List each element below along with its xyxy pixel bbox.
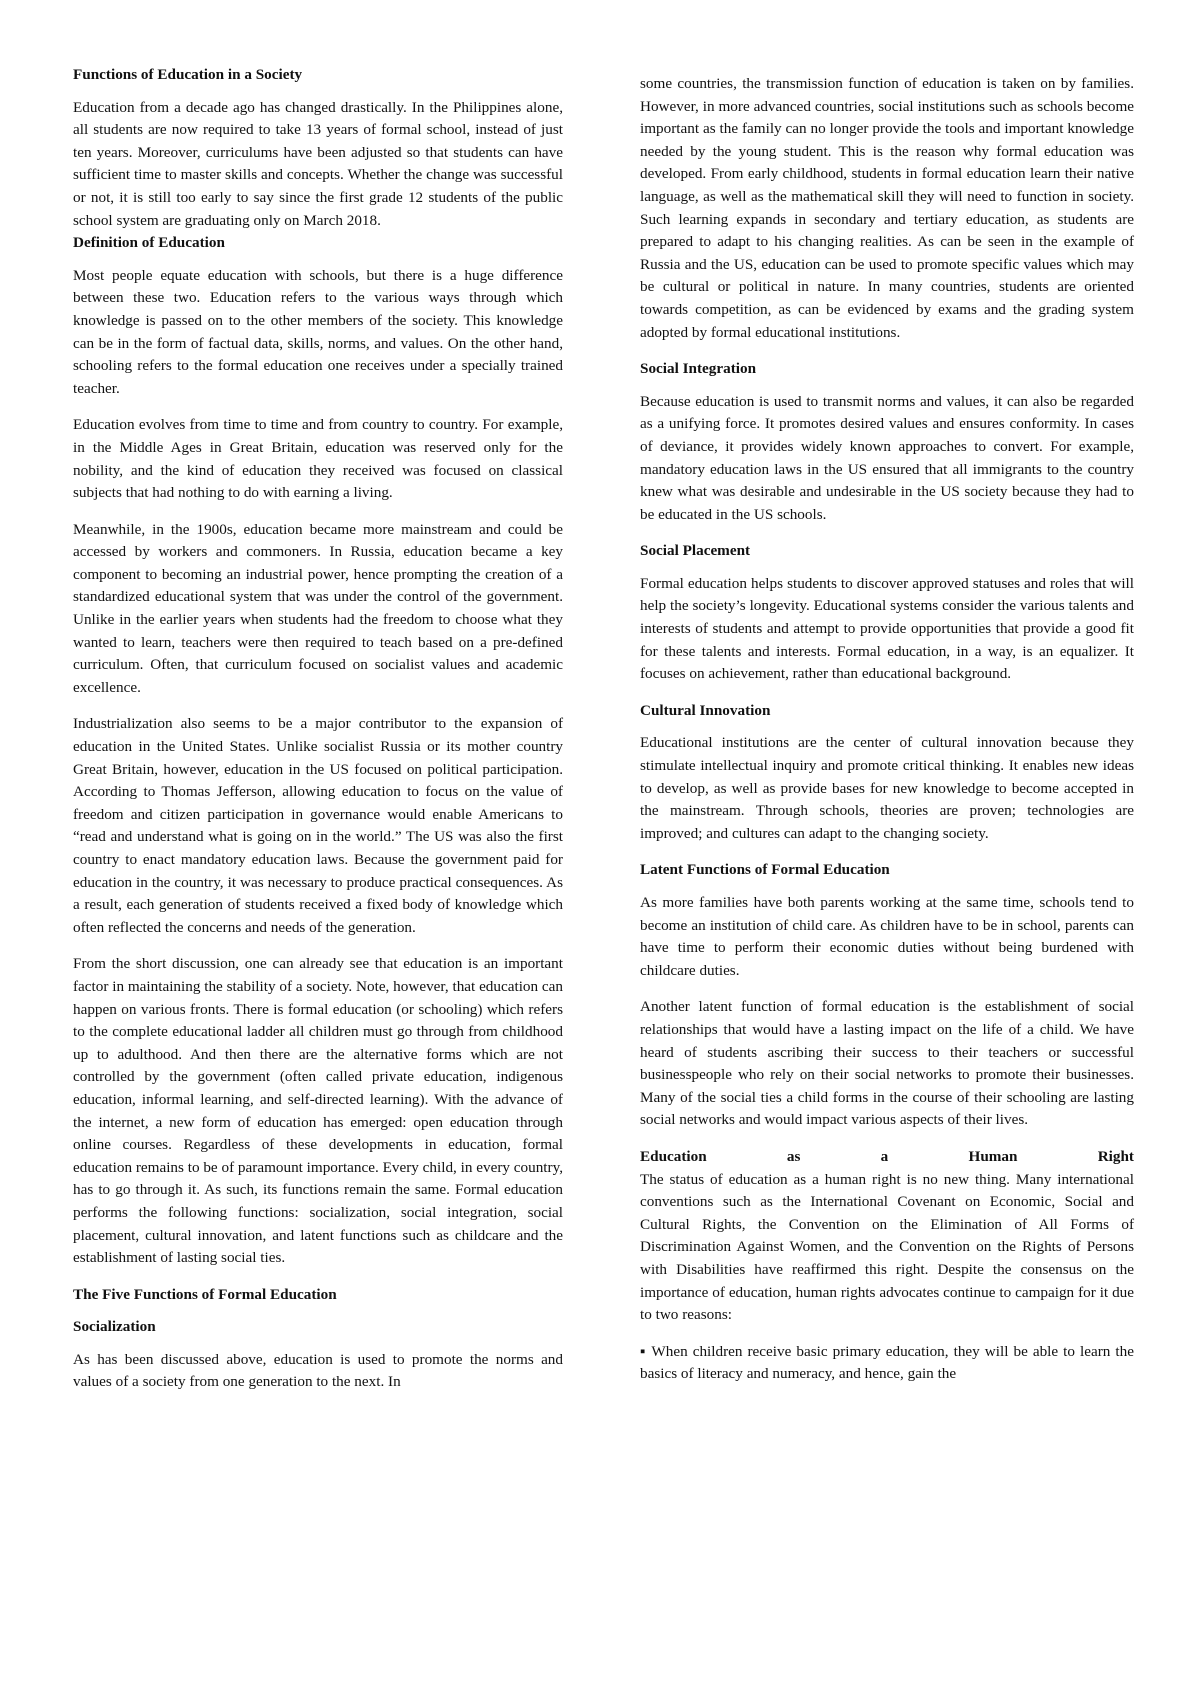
human-right-heading-word: Education xyxy=(640,1147,707,1165)
us-paragraph: Industrialization also seems to be a major contributor to the expansion of education in the United States. Unlike socialist Russia or its mother country Great Britain, however, education in the US focused on political participation. According to Thomas Jefferson, allowing education to focus on the value of freedom and citizen participation in governance would enable Americans to “read and understand what is going on in the world.” The US was also the first country to enact mandatory education laws. Because the government paid for education in the country, it was necessary to produce practical consequences. As a result, each generation of students received a fixed body of knowledge which often reflected the concerns and needs of the generation. xyxy=(73,715,563,936)
socialization-heading: Socialization xyxy=(73,1318,156,1336)
social-integration-paragraph: Because education is used to transmit norms and values, it can also be regarded as a unifying force. It promotes desired values and ensures conformity. In cases of deviance, it provides widely known approaches to convert. For example, mandatory education laws in the US ensured that all immigrants to the country knew what was desirable and undesirable in the US society because they had to be educated in the US schools. xyxy=(640,392,1134,523)
social-placement-heading: Social Placement xyxy=(640,542,751,560)
evolution-paragraph: Education evolves from time to time and from country to country. For example, in the Middle Ages in Great Britain, education was reserved only for the nobility, and the kind of education they received was focused on classical subjects that had nothing to do with earning a living. xyxy=(73,416,563,502)
human-right-heading-word: as xyxy=(786,1147,801,1165)
cultural-innovation-paragraph: Educational institutions are the center of cultural innovation because they stimulate intellectual inquiry and promote critical thinking. It enables new ideas to develop, as well as provide bases for new knowledge to become accepted in the mainstream. Through schools, theories are proven; technologies are improved; and cultures can adapt to the changing society. xyxy=(640,734,1134,842)
russia-paragraph: Meanwhile, in the 1900s, education became more mainstream and could be accessed by workers and commoners. In Russia, education became a key component to becoming an industrial power, hence prompting the creation of a standardized educational system that was under the control of the government. Unlike in the earlier years when students had the freedom to choose what they wanted to learn, teachers were then required to teach based on a pre-defined curriculum. Often, that curriculum focused on socialist values and academic excellence. xyxy=(73,520,563,696)
social-placement-paragraph: Formal education helps students to discover approved statuses and roles that will help the society’s longevity. Educational systems consider the various talents and interests of students and attempt to provide opportunities that provide a good fit for these talents and interests. Formal education, in a way, is an equalizer. It focuses on achievement, rather than educational background. xyxy=(640,574,1134,683)
socialization-paragraph: As has been discussed above, education is used to promote the norms and values of a society from one generation to the next. In xyxy=(73,1350,563,1391)
definition-heading: Definition of Education xyxy=(73,234,225,252)
definition-paragraph: Most people equate education with schools, but there is a huge difference between these two. Education refers to the various ways through which knowledge is passed on to the other members of the society. This knowledge can be in the form of factual data, skills, norms, and values. On the other hand, schooling refers to the formal education one receives under a specially trained teacher. xyxy=(73,266,563,397)
five-functions-heading: The Five Functions of Formal Education xyxy=(73,1285,337,1303)
social-integration-heading: Social Integration xyxy=(640,360,757,378)
human-right-heading-word: a xyxy=(880,1147,889,1165)
human-right-heading xyxy=(640,1146,1134,1169)
document-title: Functions of Education in a Society xyxy=(73,66,303,83)
intro-paragraph: Education from a decade ago has changed drastically. In the Philippines alone, all students are now required to take 13 years of formal school, instead of just ten years. Moreover, curriculums have been adjusted so that students can have sufficient time to master skills and concepts. Whether the change was successful or not, it is still too early to say since the first grade 12 students of the public school system are graduating only on March 2018. xyxy=(73,98,563,229)
bullet-item: ▪ When children receive basic primary education, they will be able to learn the basics of literacy and numeracy, and hence, gain the xyxy=(640,1342,1134,1383)
human-right-paragraph: The status of education as a human right is no new thing. Many international conventions such as the International Covenant on Economic, Social and Cultural Rights, the Convention on the Elimination of All Forms of Discrimination Against Women, and the Convention on the Rights of Persons with Disabilities have reaffirmed this right. Despite the consensus on the importance of education, human rights advocates continue to campaign for it due to two reasons: xyxy=(640,1170,1134,1324)
human-right-heading-word: Human xyxy=(968,1147,1018,1165)
summary-paragraph: From the short discussion, one can already see that education is an important factor in maintaining the stability of a society. Note, however, that education can happen on various fronts. There is formal education (or schooling) which refers to the complete educational ladder all children must go through from childhood up to adulthood. And then there are the alternative forms which are not controlled by the government (often called private education, indigenous education, informal learning, and self-directed learning). With the advance of the internet, a new form of education has emerged: open education through online courses. Regardless of these developments in education, formal education remains to be of paramount importance. Every child, in every country, has to go through it. As such, its functions remain the same. Formal education performs the following functions: socialization, social integration, social placement, cultural innovation, and latent functions such as childcare and the establishment of lasting social ties. xyxy=(73,955,563,1267)
human-right-heading-word: Right xyxy=(1097,1147,1134,1165)
cultural-innovation-heading: Cultural Innovation xyxy=(640,701,771,719)
left-column xyxy=(73,64,563,1408)
social-ties-paragraph: Another latent function of formal education is the establishment of social relationships that would have a lasting impact on the life of a child. We have heard of students ascribing their success to their teachers or successful businesspeople who rely on their social networks to promote their businesses. Many of the social ties a child forms in the course of their schooling are lasting social networks and would impact various aspects of their lives. xyxy=(640,998,1134,1129)
latent-functions-heading: Latent Functions of Formal Education xyxy=(640,861,890,879)
childcare-paragraph: As more families have both parents working at the same time, schools tend to become an institution of child care. As children have to be in school, parents can have time to perform their economic duties without being burdened with childcare duties. xyxy=(640,894,1134,979)
socialization-continued-paragraph: some countries, the transmission function of education is taken on by families. However, in more advanced countries, social institutions such as schools become important as the family can no longer provide the tools and important knowledge needed by the young student. This is the reason why formal education was developed. From early childhood, students in formal education learn their native language, as well as the mathematical skill they will need to function in society. Such learning expands in secondary and tertiary education, as students are prepared to adapt to his changing realities. As can be seen in the example of Russia and the US, education can be used to promote specific values which may be cultural or political in nature. In many countries, students are oriented towards competition, as can be evidenced by exams and the grading system adopted by formal educational institutions. xyxy=(640,75,1134,341)
right-column xyxy=(640,73,1134,1386)
